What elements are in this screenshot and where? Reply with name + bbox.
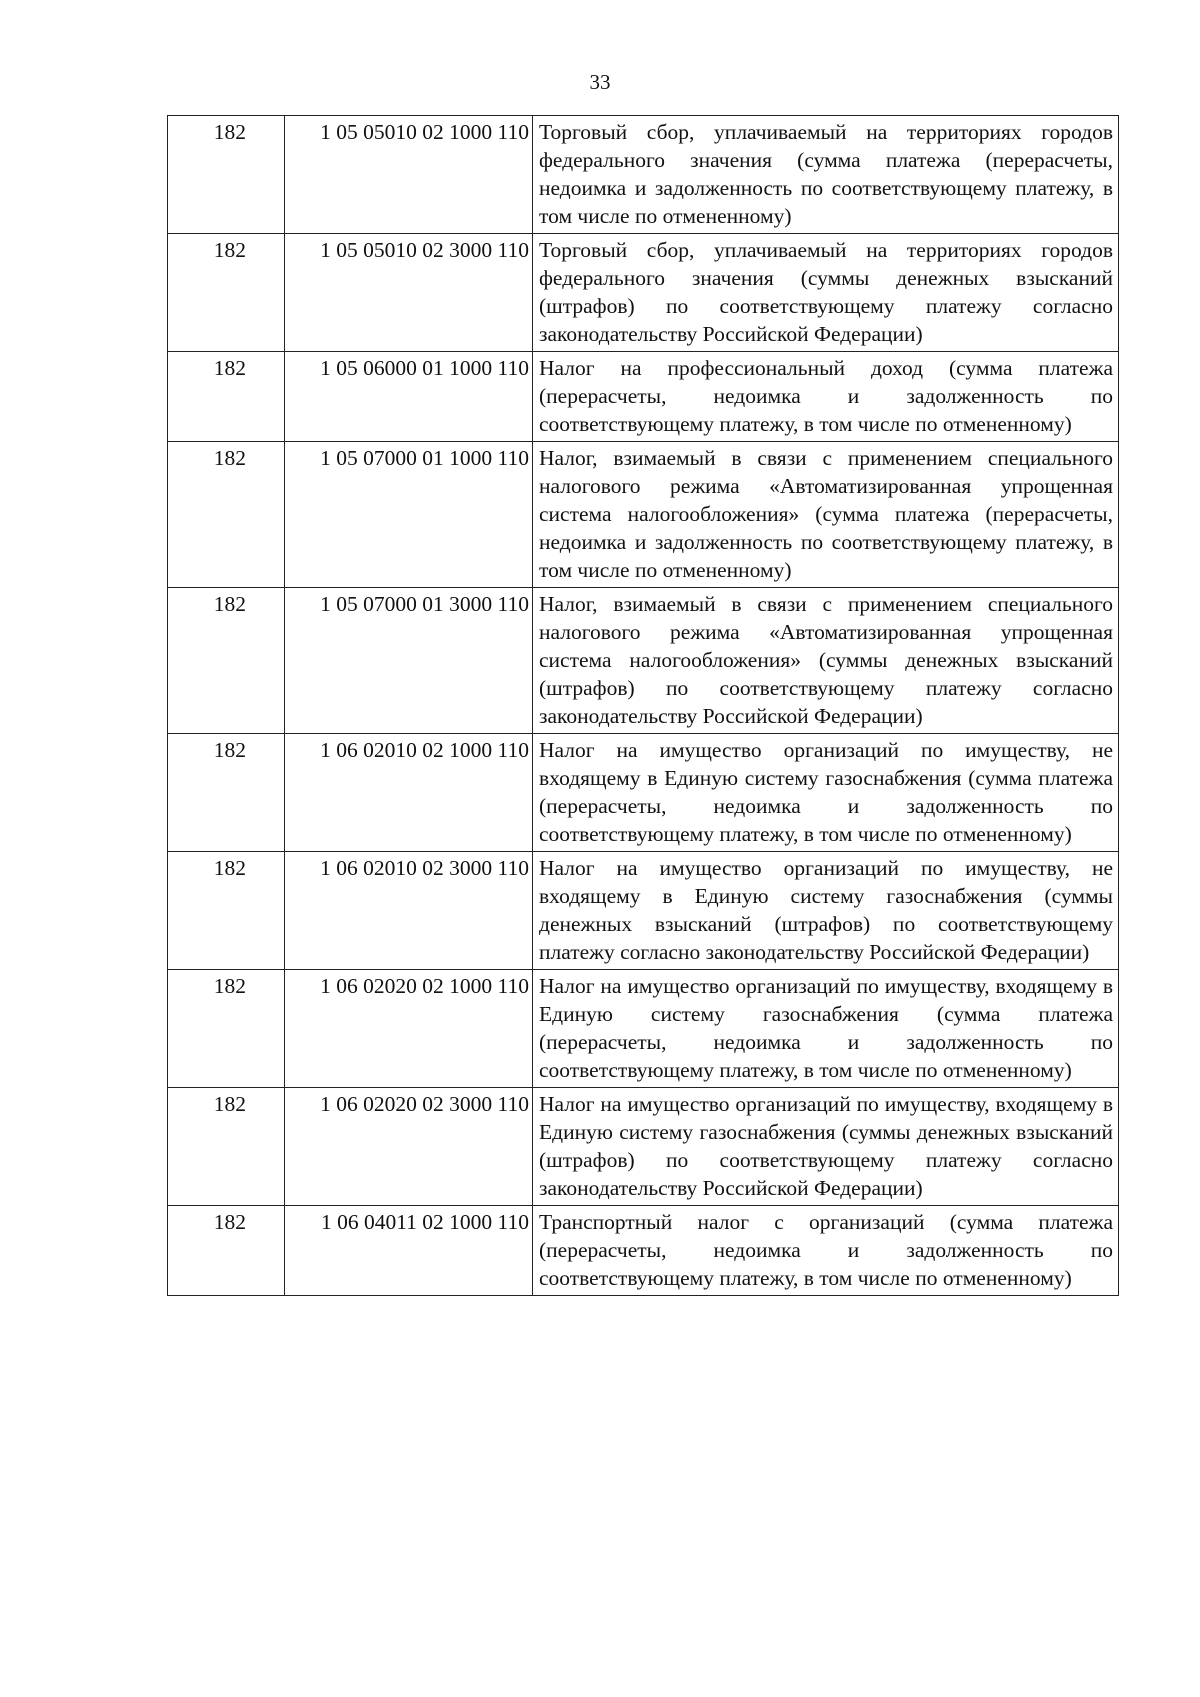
budget-code-cell: 1 06 04011 02 1000 110 — [285, 1206, 533, 1296]
budget-codes-table — [167, 115, 1119, 1296]
admin-code-cell: 182 — [168, 734, 285, 852]
admin-code-cell: 182 — [168, 442, 285, 588]
table-row — [168, 352, 1119, 442]
admin-code-cell: 182 — [168, 234, 285, 352]
table-row — [168, 588, 1119, 734]
description-cell: Налог на профессиональный доход (сумма платежа (перерасчеты, недоимка и задолженность по соответствующему платежу, в том числе по отмененному) — [533, 352, 1119, 442]
description-cell: Налог на имущество организаций по имуществу, не входящему в Единую систему газоснабжения (суммы денежных взысканий (штрафов) по соответствующему платежу согласно законодательству Российской Федерации) — [533, 852, 1119, 970]
admin-code-cell: 182 — [168, 352, 285, 442]
table-row — [168, 116, 1119, 234]
page-number: 33 — [589, 70, 611, 94]
budget-code-cell: 1 06 02010 02 1000 110 — [285, 734, 533, 852]
admin-code-cell: 182 — [168, 1206, 285, 1296]
description-cell: Налог на имущество организаций по имуществу, входящему в Единую систему газоснабжения (сумма платежа (перерасчеты, недоимка и задолженность по соответствующему платежу, в том числе по отмененному) — [533, 970, 1119, 1088]
table-row — [168, 1088, 1119, 1206]
budget-code-cell: 1 05 06000 01 1000 110 — [285, 352, 533, 442]
budget-code-cell: 1 05 07000 01 3000 110 — [285, 588, 533, 734]
table-row — [168, 734, 1119, 852]
table-row — [168, 1206, 1119, 1296]
description-cell: Налог, взимаемый в связи с применением специального налогового режима «Автоматизированная упрощенная система налогообложения» (суммы денежных взысканий (штрафов) по соответствующему платежу согласно законодательству Российской Федерации) — [533, 588, 1119, 734]
budget-code-cell: 1 06 02020 02 3000 110 — [285, 1088, 533, 1206]
budget-code-cell: 1 05 05010 02 1000 110 — [285, 116, 533, 234]
admin-code-cell: 182 — [168, 852, 285, 970]
budget-code-cell: 1 05 05010 02 3000 110 — [285, 234, 533, 352]
description-cell: Транспортный налог с организаций (сумма платежа (перерасчеты, недоимка и задолженность по соответствующему платежу, в том числе по отмененному) — [533, 1206, 1119, 1296]
admin-code-cell: 182 — [168, 116, 285, 234]
table-row — [168, 234, 1119, 352]
budget-code-cell: 1 06 02010 02 3000 110 — [285, 852, 533, 970]
admin-code-cell: 182 — [168, 1088, 285, 1206]
description-cell: Торговый сбор, уплачиваемый на территориях городов федерального значения (суммы денежных взысканий (штрафов) по соответствующему платежу согласно законодательству Российской Федерации) — [533, 234, 1119, 352]
admin-code-cell: 182 — [168, 970, 285, 1088]
table-row — [168, 852, 1119, 970]
description-cell: Торговый сбор, уплачиваемый на территориях городов федерального значения (сумма платежа (перерасчеты, недоимка и задолженность по соответствующему платежу, в том числе по отмененному) — [533, 116, 1119, 234]
description-cell: Налог, взимаемый в связи с применением специального налогового режима «Автоматизированная упрощенная система налогообложения» (сумма платежа (перерасчеты, недоимка и задолженность по соответствующему платежу, в том числе по отмененному) — [533, 442, 1119, 588]
budget-code-cell: 1 06 02020 02 1000 110 — [285, 970, 533, 1088]
description-cell: Налог на имущество организаций по имуществу, не входящему в Единую систему газоснабжения (сумма платежа (перерасчеты, недоимка и задолженность по соответствующему платежу, в том числе по отмененному) — [533, 734, 1119, 852]
budget-code-cell: 1 05 07000 01 1000 110 — [285, 442, 533, 588]
admin-code-cell: 182 — [168, 588, 285, 734]
table-row — [168, 442, 1119, 588]
table-row — [168, 970, 1119, 1088]
description-cell: Налог на имущество организаций по имуществу, входящему в Единую систему газоснабжения (суммы денежных взысканий (штрафов) по соответствующему платежу согласно законодательству Российской Федерации) — [533, 1088, 1119, 1206]
